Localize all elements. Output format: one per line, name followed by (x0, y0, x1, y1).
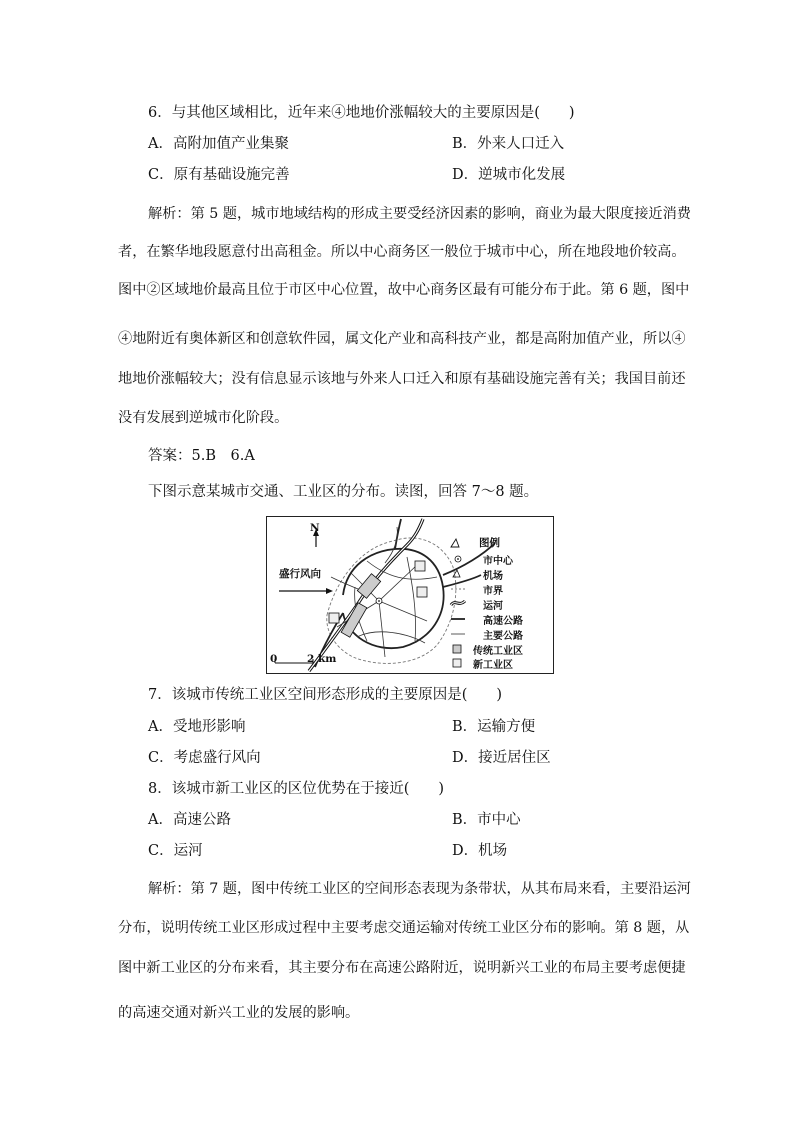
city-boundary (327, 538, 456, 663)
legend-old-industry-label: 传统工业区 (473, 646, 523, 657)
answer-line-1: 答案：5.B 6.A (148, 448, 255, 464)
analysis-1-line-5: 地地价涨幅较大；没有信息显示该地与外来人口迁入和原有基础设施完善有关；我国目前还 (118, 371, 686, 387)
legend-boundary-label: 市界 (483, 586, 503, 597)
q7-option-d[interactable]: D．接近居住区 (452, 750, 551, 766)
legend-airport-label: 机场 (483, 571, 503, 582)
new-industry-zone (329, 613, 339, 623)
question-7-stem: 7．该城市传统工业区空间形态形成的主要原因是( ) (148, 687, 503, 703)
analysis-2-line-1: 解析：第 7 题，图中传统工业区的空间形态表现为条带状，从其布局来看，主要沿运河 (148, 881, 691, 897)
legend-title: 图例 (479, 537, 500, 549)
legend-old-industry-icon (453, 645, 461, 653)
legend-canal-label: 运河 (483, 601, 503, 612)
analysis-1-line-6: 没有发展到逆城市化阶段。 (118, 410, 289, 426)
airport-icon (451, 539, 459, 547)
question-6-stem: 6．与其他区域相比，近年来④地地价涨幅较大的主要原因是( ) (148, 105, 575, 121)
legend-center-label: 市中心 (483, 556, 513, 567)
analysis-1-line-1: 解析：第 5 题，城市地域结构的形成主要受经济因素的影响，商业为最大限度接近消费 (148, 206, 691, 222)
q6-option-b[interactable]: B．外来人口迁入 (452, 136, 565, 152)
q6-option-d[interactable]: D．逆城市化发展 (452, 167, 566, 183)
q7-option-c[interactable]: C．考虑盛行风向 (148, 750, 261, 766)
question-8-stem: 8．该城市新工业区的区位优势在于接近( ) (148, 781, 445, 797)
analysis-2-line-3: 图中新工业区的分布来看，其主要分布在高速公路附近，说明新兴工业的布局主要考虑便捷 (118, 960, 686, 976)
analysis-1-line-3: 图中②区域地价最高且位于市区中心位置，故中心商务区最有可能分布于此。第 6 题，图中 (118, 282, 690, 298)
analysis-1-line-4: ④地附近有奥体新区和创意软件园，属文化产业和高科技产业，都是高附加值产业，所以④ (118, 331, 686, 347)
intro-7-8: 下图示意某城市交通、工业区的分布。读图，回答 7～8 题。 (148, 484, 539, 500)
expressway-spur-n (395, 519, 401, 549)
q8-option-a[interactable]: A．高速公路 (148, 812, 231, 828)
legend-main-road-label: 主要公路 (483, 631, 523, 642)
q7-option-a[interactable]: A．受地形影响 (148, 719, 246, 735)
analysis-2-line-4: 的高速交通对新兴工业的发展的影响。 (118, 1005, 360, 1021)
legend-new-industry-icon (453, 659, 461, 667)
q7-option-b[interactable]: B．运输方便 (452, 719, 536, 735)
legend-expressway-label: 高速公路 (483, 616, 523, 627)
wind-direction-label: 盛行风向 (279, 568, 321, 580)
wind-arrowhead-icon (326, 588, 333, 594)
new-industry-zone (417, 587, 427, 597)
city-map-figure (266, 516, 554, 674)
scale-zero-label: 0 (270, 653, 278, 665)
analysis-1-line-2: 者，在繁华地段愿意付出高租金。所以中心商务区一般位于城市中心，所在地段地价较高。 (118, 244, 686, 260)
north-label: N (310, 522, 320, 534)
q6-option-a[interactable]: A．高附加值产业集聚 (148, 136, 289, 152)
expressway-spur-e (443, 575, 481, 587)
legend-new-industry-label: 新工业区 (473, 660, 513, 671)
q8-option-c[interactable]: C．运河 (148, 843, 203, 859)
new-industry-zone (415, 561, 425, 571)
scale-distance-label: 2 km (307, 653, 337, 665)
q6-option-c[interactable]: C．原有基础设施完善 (148, 167, 290, 183)
analysis-2-line-2: 分布，说明传统工业区形成过程中主要考虑交通运输对传统工业区分布的影响。第 8 题，从 (118, 920, 690, 936)
q8-option-d[interactable]: D．机场 (452, 843, 508, 859)
expressway-ring (343, 549, 444, 648)
q8-option-b[interactable]: B．市中心 (452, 812, 521, 828)
